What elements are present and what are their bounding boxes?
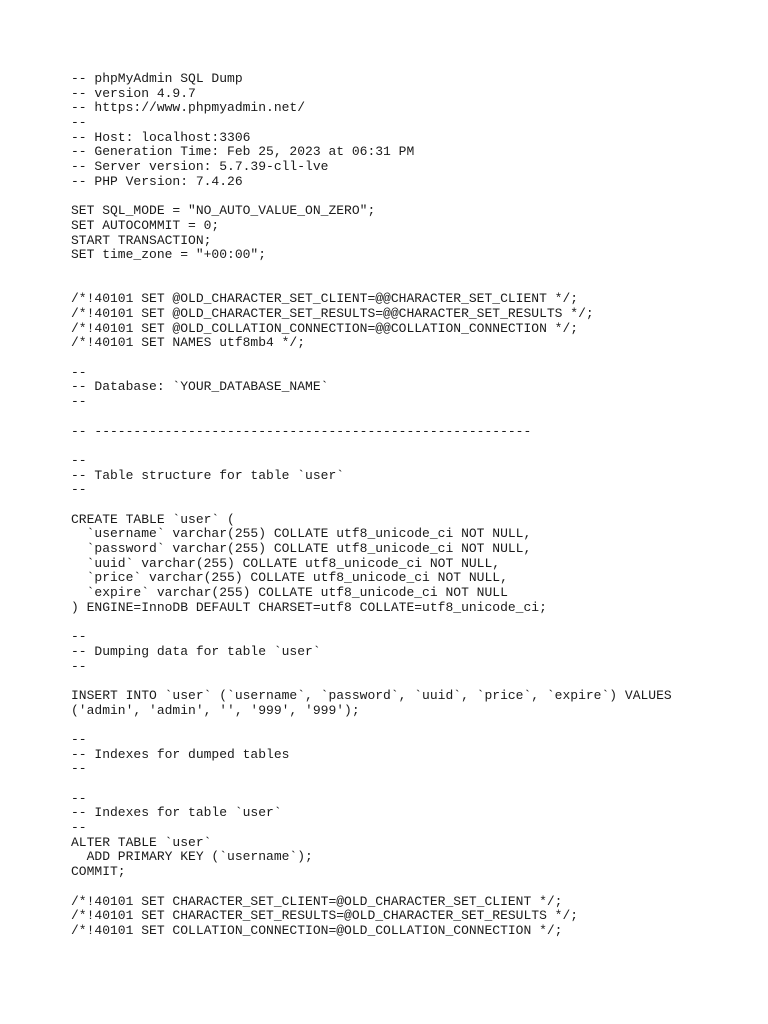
code-line: START TRANSACTION; <box>71 232 212 248</box>
code-line: -- Indexes for dumped tables <box>71 746 290 762</box>
code-line: ALTER TABLE `user` <box>71 834 212 850</box>
code-line: -- https://www.phpmyadmin.net/ <box>71 100 306 116</box>
code-line: /*!40101 SET NAMES utf8mb4 */; <box>71 335 306 351</box>
code-line: -- <box>71 820 87 836</box>
code-line: `uuid` varchar(255) COLLATE utf8_unicode_ci NOT NULL, <box>71 555 501 571</box>
code-line: `price` varchar(255) COLLATE utf8_unicode_ci NOT NULL, <box>71 570 508 586</box>
code-line: SET SQL_MODE = "NO_AUTO_VALUE_ON_ZERO"; <box>71 203 376 219</box>
blank-line <box>71 674 672 689</box>
code-line: -- <box>71 761 87 777</box>
blank-line <box>71 718 672 733</box>
blank-line <box>71 777 672 792</box>
code-line: -- <box>71 482 87 498</box>
code-line: -- version 4.9.7 <box>71 85 196 101</box>
blank-line <box>71 351 672 366</box>
code-line: /*!40101 SET @OLD_CHARACTER_SET_RESULTS=@@CHARACTER_SET_RESULTS */; <box>71 306 594 321</box>
code-line: -- Table structure for table `user` <box>71 467 345 483</box>
blank-line <box>71 410 672 425</box>
code-line: /*!40101 SET @OLD_COLLATION_CONNECTION=@@COLLATION_CONNECTION */; <box>71 320 579 336</box>
code-line: ADD PRIMARY KEY (`username`); <box>71 849 313 865</box>
blank-line <box>71 263 672 278</box>
code-line: /*!40101 SET @OLD_CHARACTER_SET_CLIENT=@@CHARACTER_SET_CLIENT */; <box>71 291 579 307</box>
blank-line <box>71 190 672 205</box>
code-line: CREATE TABLE `user` ( <box>71 511 235 527</box>
code-line: -- <box>71 364 87 380</box>
code-line: /*!40101 SET CHARACTER_SET_CLIENT=@OLD_CHARACTER_SET_CLIENT */; <box>71 893 563 909</box>
code-line: `expire` varchar(255) COLLATE utf8_unicode_ci NOT NULL <box>71 585 508 601</box>
code-line: /*!40101 SET CHARACTER_SET_RESULTS=@OLD_CHARACTER_SET_RESULTS */; <box>71 908 579 924</box>
code-line: -- Indexes for table `user` <box>71 805 282 821</box>
code-line: -- -------------------------------------------------------- <box>71 423 532 439</box>
code-line: -- Database: `YOUR_DATABASE_NAME` <box>71 379 329 395</box>
code-line: -- PHP Version: 7.4.26 <box>71 173 243 189</box>
code-line: -- Server version: 5.7.39-cll-lve <box>71 159 329 175</box>
code-line: -- <box>71 731 87 747</box>
code-line: SET time_zone = "+00:00"; <box>71 247 267 263</box>
blank-line <box>71 439 672 454</box>
code-line: SET AUTOCOMMIT = 0; <box>71 217 220 233</box>
blank-line <box>71 278 672 293</box>
blank-line <box>71 615 672 630</box>
code-line: -- <box>71 394 87 410</box>
code-line: INSERT INTO `user` (`username`, `password`, `uuid`, `price`, `expire`) VALUES <box>71 687 672 703</box>
blank-line <box>71 880 672 895</box>
code-line: ) ENGINE=InnoDB DEFAULT CHARSET=utf8 COLLATE=utf8_unicode_ci; <box>71 599 547 615</box>
code-line: -- <box>71 629 87 645</box>
blank-line <box>71 498 672 513</box>
code-line: -- Dumping data for table `user` <box>71 643 321 659</box>
code-line: COMMIT; <box>71 864 126 880</box>
code-line: -- <box>71 658 87 674</box>
code-line: -- Host: localhost:3306 <box>71 129 251 145</box>
code-line: -- <box>71 790 87 806</box>
sql-dump-text <box>71 72 672 939</box>
code-line: -- <box>71 452 87 468</box>
code-line: `password` varchar(255) COLLATE utf8_unicode_ci NOT NULL, <box>71 541 532 556</box>
code-line: -- phpMyAdmin SQL Dump <box>71 71 243 86</box>
code-line: /*!40101 SET COLLATION_CONNECTION=@OLD_COLLATION_CONNECTION */; <box>71 922 563 938</box>
code-line: `username` varchar(255) COLLATE utf8_unicode_ci NOT NULL, <box>71 526 532 542</box>
code-line: ('admin', 'admin', '', '999', '999'); <box>71 702 360 718</box>
code-line: -- Generation Time: Feb 25, 2023 at 06:31 PM <box>71 144 415 160</box>
code-line: -- <box>71 115 87 131</box>
